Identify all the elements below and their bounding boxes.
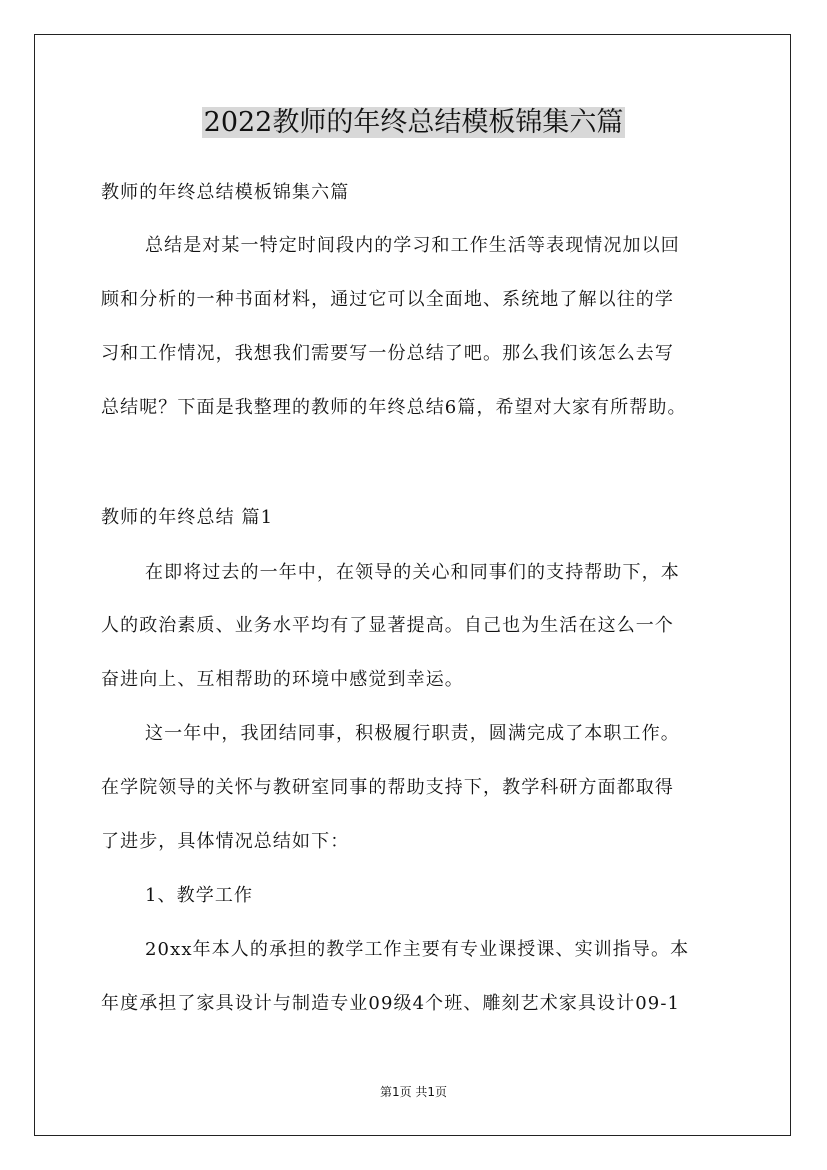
section-heading: 教师的年终总结 篇1 <box>101 507 274 528</box>
paragraph-line: 这一年中，我团结同事，积极履行职责，圆满完成了本职工作。 <box>145 723 680 744</box>
paragraph-line: 了进步，具体情况总结如下： <box>101 831 350 852</box>
paragraph-line: 20xx年本人的承担的教学工作主要有专业课授课、实训指导。本 <box>145 939 690 960</box>
paragraph-line: 顾和分析的一种书面材料，通过它可以全面地、系统地了解以往的学 <box>101 289 674 310</box>
paragraph-line: 总结是对某一特定时间段内的学习和工作生活等表现情况加以回 <box>145 235 680 256</box>
page-footer: 第1页 共1页 <box>379 1085 448 1099</box>
paragraph-line: 人的政治素质、业务水平均有了显著提高。自己也为生活在这么一个 <box>101 615 674 636</box>
paragraph-line: 总结呢？下面是我整理的教师的年终总结6篇，希望对大家有所帮助。 <box>101 397 687 418</box>
paragraph-line: 年度承担了家具设计与制造专业09级4个班、雕刻艺术家具设计09-1 <box>101 993 681 1014</box>
document-title: 2022教师的年终总结模板锦集六篇 <box>203 107 624 138</box>
paragraph-line: 习和工作情况，我想我们需要写一份总结了吧。那么我们该怎么去写 <box>101 343 674 364</box>
subtitle-line: 教师的年终总结模板锦集六篇 <box>101 182 350 203</box>
paragraph-line: 在即将过去的一年中，在领导的关心和同事们的支持帮助下，本 <box>145 562 680 583</box>
paragraph-line: 在学院领导的关怀与教研室同事的帮助支持下，教学科研方面都取得 <box>101 777 674 798</box>
list-heading: 1、教学工作 <box>145 885 254 906</box>
paragraph-line: 奋进向上、互相帮助的环境中感觉到幸运。 <box>101 669 464 690</box>
